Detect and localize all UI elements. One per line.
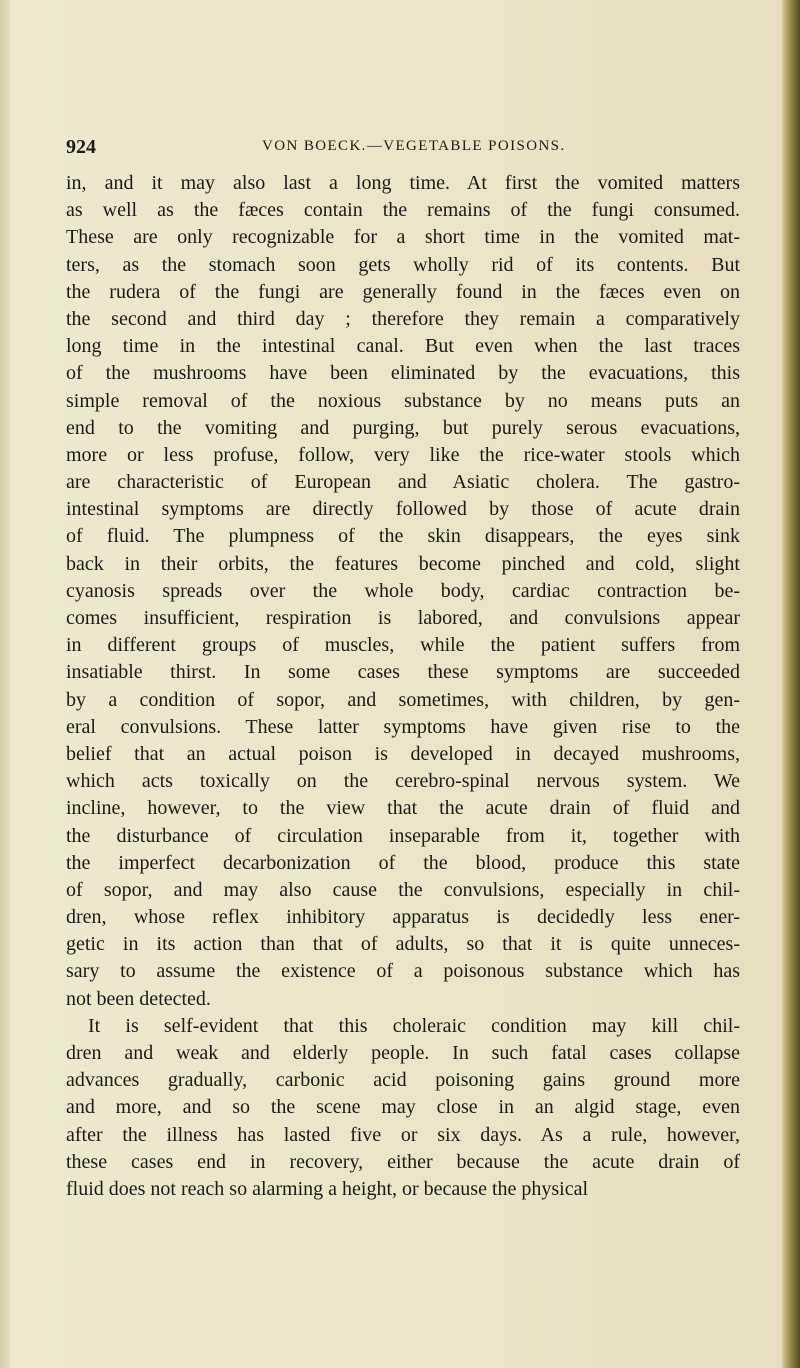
text-line: by a condition of sopor, and sometimes, with children, by gen-	[66, 688, 740, 711]
text-line: intestinal symptoms are directly followed by those of acute drain	[66, 498, 740, 521]
paragraph-container	[66, 170, 740, 1203]
text-line: belief that an actual poison is developed in decayed mushrooms,	[66, 742, 740, 765]
text-line: more or less profuse, follow, very like the rice-water stools which	[66, 443, 740, 466]
text-line: These are only recognizable for a short time in the vomited mat-	[66, 226, 740, 249]
text-line: dren, whose reflex inhibitory apparatus is decidedly less ener-	[66, 906, 740, 929]
text-line: long time in the intestinal canal. But even when the last traces	[66, 335, 740, 358]
text-line: and more, and so the scene may close in an algid stage, even	[66, 1096, 740, 1119]
text-line: these cases end in recovery, either because the acute drain of	[66, 1150, 740, 1173]
text-line: fluid does not reach so alarming a height, or because the physical	[66, 1177, 589, 1200]
text-line: in different groups of muscles, while the patient suffers from	[66, 634, 740, 657]
page-header	[66, 136, 706, 166]
text-line: after the illness has lasted five or six days. As a rule, however,	[66, 1123, 740, 1146]
text-line: simple removal of the noxious substance by no means puts an	[66, 389, 740, 412]
paragraph	[66, 170, 740, 1013]
text-line: ters, as the stomach soon gets wholly rid of its contents. But	[66, 253, 740, 276]
page-edge-shadow	[782, 0, 800, 1368]
text-line: advances gradually, carbonic acid poisoning gains ground more	[66, 1069, 740, 1092]
text-line: incline, however, to the view that the acute drain of fluid and	[66, 797, 740, 820]
page-number: 924	[66, 136, 96, 158]
text-line: back in their orbits, the features become pinched and cold, slight	[66, 552, 740, 575]
text-line: not been detected.	[66, 987, 211, 1010]
text-line: are characteristic of European and Asiatic cholera. The gastro-	[66, 471, 740, 494]
text-line: the second and third day ; therefore they remain a comparatively	[66, 307, 740, 330]
text-line: dren and weak and elderly people. In such fatal cases collapse	[66, 1042, 740, 1064]
text-line: comes insufficient, respiration is labored, and convulsions appear	[66, 607, 740, 629]
text-line: as well as the fæces contain the remains of the fungi consumed.	[66, 199, 740, 222]
text-line: of sopor, and may also cause the convulsions, especially in chil-	[66, 878, 740, 901]
running-head: VON BOECK.—VEGETABLE POISONS.	[262, 138, 566, 154]
text-line: insatiable thirst. In some cases these symptoms are succeeded	[66, 661, 740, 684]
text-line: cyanosis spreads over the whole body, cardiac contraction be-	[66, 579, 740, 602]
text-line: the imperfect decarbonization of the blood, produce this state	[66, 851, 740, 874]
text-line: which acts toxically on the cerebro-spinal nervous system. We	[66, 770, 740, 793]
text-line: the rudera of the fungi are generally found in the fæces even on	[66, 280, 740, 303]
text-line: of fluid. The plumpness of the skin disappears, the eyes sink	[66, 525, 740, 548]
paragraph	[66, 1013, 740, 1203]
text-line: It is self-evident that this choleraic condition may kill chil-	[88, 1014, 740, 1037]
page-gutter-shadow	[0, 0, 10, 1368]
text-line: end to the vomiting and purging, but purely serous evacuations,	[66, 416, 740, 439]
text-line: sary to assume the existence of a poisonous substance which has	[66, 960, 740, 983]
body-text	[66, 170, 740, 1203]
text-line: the disturbance of circulation inseparable from it, together with	[66, 824, 740, 847]
text-line: of the mushrooms have been eliminated by the evacuations, this	[66, 362, 740, 385]
text-line: eral convulsions. These latter symptoms have given rise to the	[66, 715, 740, 738]
text-line: getic in its action than that of adults, so that it is quite unneces-	[66, 933, 740, 956]
text-line: in, and it may also last a long time. At first the vomited matters	[66, 172, 740, 194]
